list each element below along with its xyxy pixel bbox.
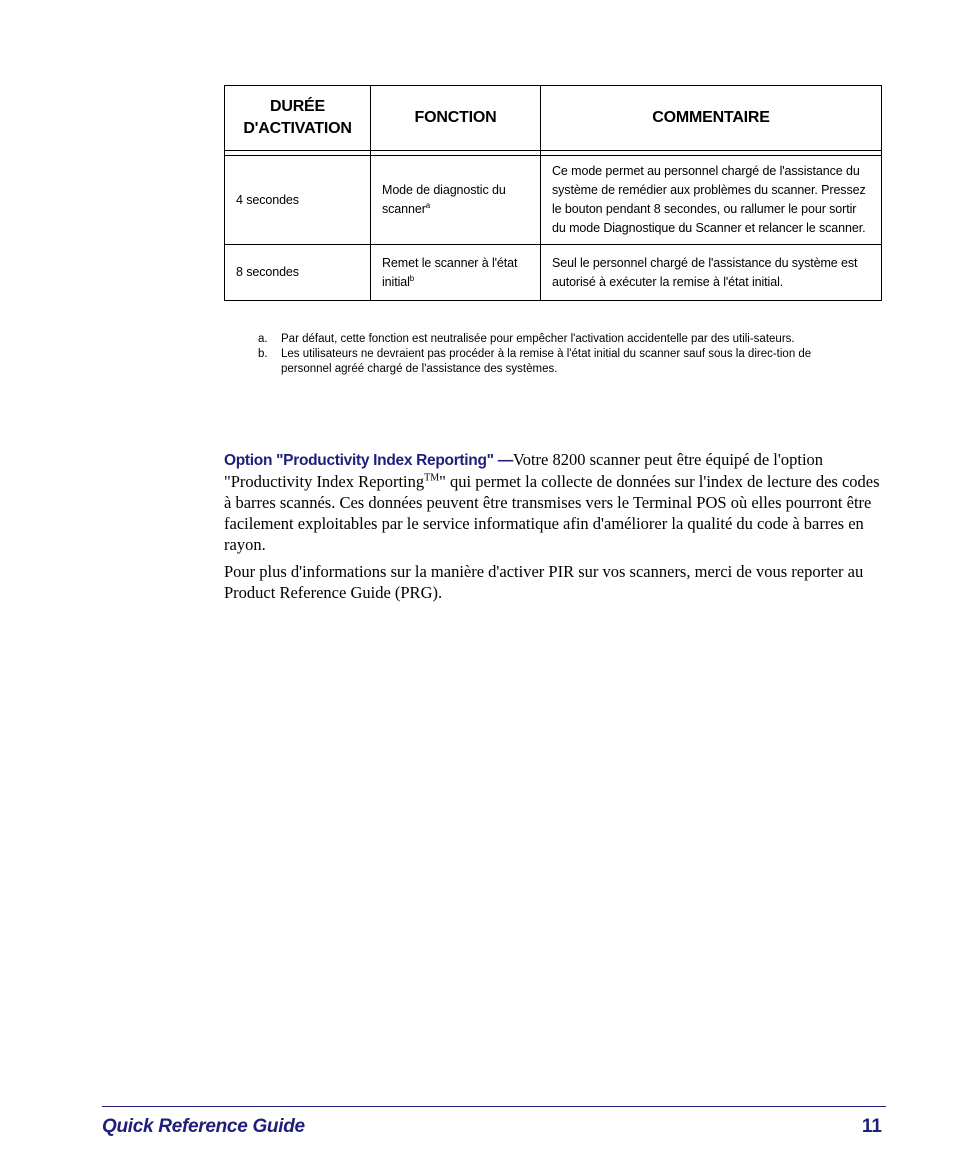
footer-divider	[102, 1106, 886, 1107]
header-duration: DURÉE D'ACTIVATION	[225, 86, 371, 151]
pir-paragraph	[224, 449, 880, 555]
table-footnotes	[258, 332, 858, 377]
activation-table-container	[224, 85, 881, 301]
cell-duration: 8 secondes	[225, 245, 371, 301]
activation-table	[224, 85, 882, 301]
footnote-text: Par défaut, cette fonction est neutralisée pour empêcher l'activation accidentelle par des utili-sateurs.	[281, 333, 795, 345]
cell-comment: Seul le personnel chargé de l'assistance du système est autorisé à exécuter la remise à l'état initial.	[541, 245, 882, 301]
function-text: Mode de diagnostic du scanner	[382, 183, 506, 216]
footer-guide-title: Quick Reference Guide	[102, 1116, 305, 1137]
body-text	[224, 449, 880, 609]
footnote-mark: b.	[258, 348, 268, 360]
function-text: Remet le scanner à l'état initial	[382, 255, 518, 289]
footnote-text: Les utilisateurs ne devraient pas procéder à la remise à l'état initial du scanner sauf sous la direc-tion de personnel agréé chargé de l'assistance des systèmes.	[281, 348, 812, 375]
footnote-mark: a.	[258, 333, 268, 345]
section-lead-heading: Option "Productivity Index Reporting" —	[224, 452, 513, 469]
pir-text-part1: Votre 8200 scanner peut être équipé de l'option "Productivity Index Reporting	[224, 450, 824, 491]
prg-paragraph: Pour plus d'informations sur la manière d'activer PIR sur vos scanners, merci de vous reporter au Product Reference Guide (PRG).	[224, 562, 864, 602]
pir-text-part2: " qui permet la collecte de données sur l'index de lecture des codes à barres scannés. Ces données peuvent être transmises vers le Terminal POS où elles pourront être facilement exploitables par le service informatique afin d'améliorer la qualité du code à barres en rayon.	[224, 472, 880, 554]
footnote-b	[258, 347, 858, 377]
cell-comment: Ce mode permet au personnel chargé de l'assistance du système de remédier aux problèmes du scanner. Pressez le bouton pendant 8 secondes, ou rallumer le pour sortir du mode Diagnostique du Scanner et relancer le scanner.	[541, 156, 882, 245]
trademark-symbol: TM	[424, 472, 440, 484]
table-row	[225, 156, 882, 245]
cell-function	[371, 245, 541, 301]
footnote-ref: a	[425, 200, 431, 210]
cell-duration: 4 secondes	[225, 156, 371, 245]
header-comment: COMMENTAIRE	[541, 86, 882, 151]
footnote-a	[258, 332, 858, 347]
footnote-ref: b	[409, 273, 415, 283]
page-number: 11	[861, 1116, 882, 1137]
table-header-row	[225, 86, 882, 151]
cell-function	[371, 156, 541, 245]
table-row	[225, 245, 882, 301]
header-function: FONCTION	[371, 86, 541, 151]
